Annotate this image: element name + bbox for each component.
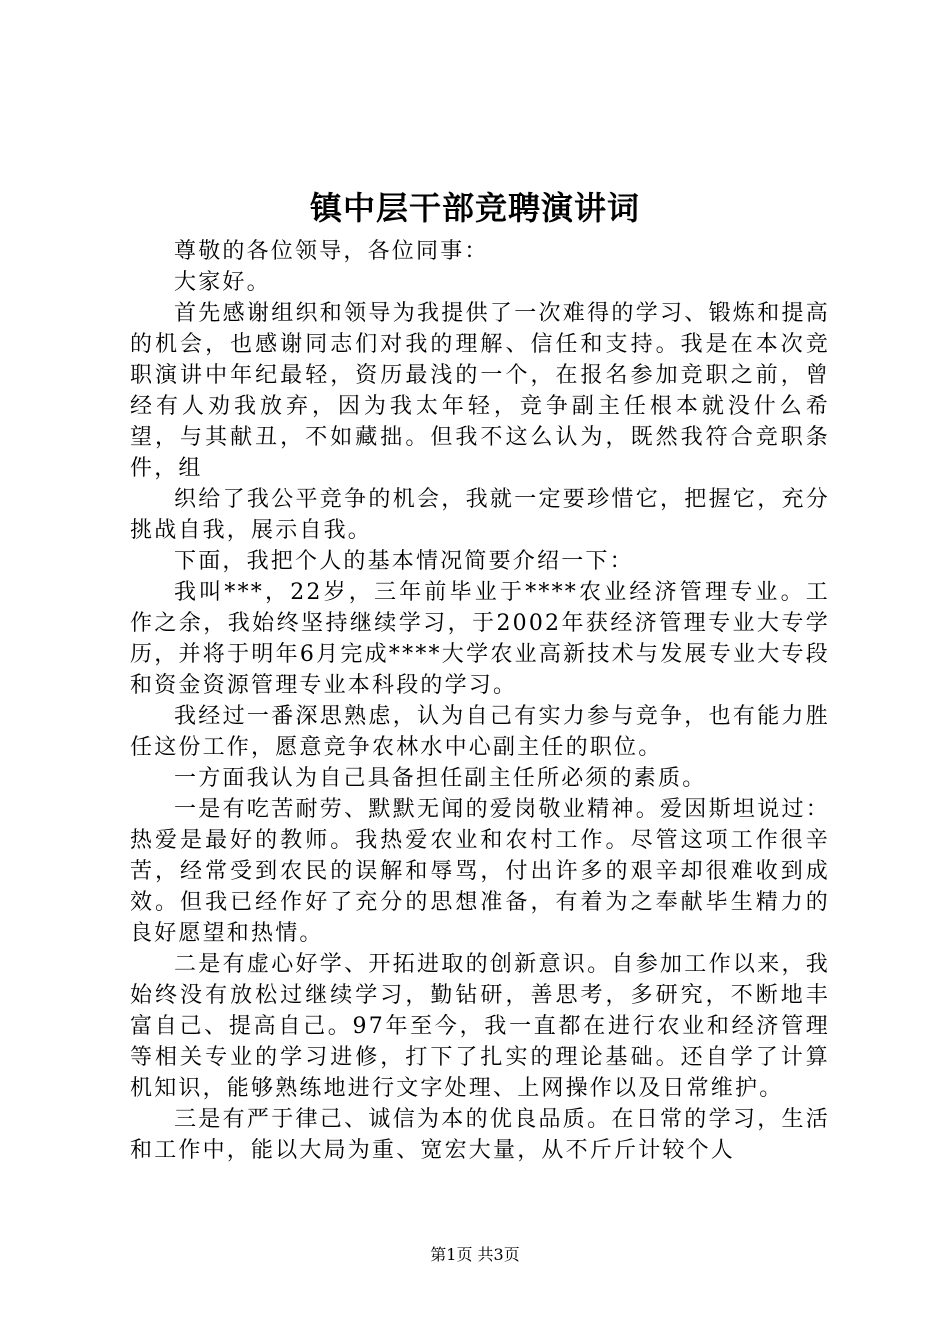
paragraph-opportunity: 织给了我公平竞争的机会，我就一定要珍惜它，把握它，充分挑战自我，展示自我。 xyxy=(130,487,830,543)
document-body xyxy=(130,236,830,1166)
paragraph-thanks: 首先感谢组织和领导为我提供了一次难得的学习、锻炼和提高的机会，也感谢同志们对我的理解、信任和支持。我是在本次竞职演讲中年纪最轻，资历最浅的一个，在报名参加竞职之前，曾经有人劝我放弃，因为我太年轻，竞争副主任根本就没什么希望，与其献丑，不如藏拙。但我不这么认为，既然我符合竞职条件，组 xyxy=(130,301,830,481)
paragraph-quality-three: 三是有严于律己、诚信为本的优良品质。在日常的学习，生活和工作中，能以大局为重、宽宏大量，从不斤斤计较个人 xyxy=(130,1107,830,1163)
paragraph-intro: 下面，我把个人的基本情况简要介绍一下： xyxy=(174,549,634,574)
paragraph-quality-one: 一是有吃苦耐劳、默默无闻的爱岗敬业精神。爱因斯坦说过：热爱是最好的教师。我热爱农业和农村工作。尽管这项工作很辛苦，经常受到农民的误解和辱骂，付出许多的艰辛却很难收到成效。但我已经作好了充分的思想准备，有着为之奉献毕生精力的良好愿望和热情。 xyxy=(130,797,830,946)
paragraph-quality-two: 二是有虚心好学、开拓进取的创新意识。自参加工作以来，我始终没有放松过继续学习，勤钻研，善思考，多研究，不断地丰富自己、提高自己。97年至今，我一直都在进行农业和经济管理等相关专业的学习进修，打下了扎实的理论基础。还自学了计算机知识，能够熟练地进行文字处理、上网操作以及日常维护。 xyxy=(130,952,830,1101)
paragraph-qualities-intro: 一方面我认为自己具备担任副主任所必须的素质。 xyxy=(174,766,707,791)
page-footer: 第1页 共3页 xyxy=(430,1245,520,1264)
paragraph-background: 我叫***，22岁，三年前毕业于****农业经济管理专业。工作之余，我始终坚持继续学习，于2002年获经济管理专业大专学历，并将于明年6月完成****大学农业高新技术与发展专业大专段和资金资源管理专业本科段的学习。 xyxy=(130,580,830,698)
paragraph-decision: 我经过一番深思熟虑，认为自己有实力参与竞争，也有能力胜任这份工作，愿意竞争农林水中心副主任的职位。 xyxy=(130,704,830,760)
paragraph-salutation: 尊敬的各位领导，各位同事： xyxy=(174,239,489,264)
document-title: 镇中层干部竞聘演讲词 xyxy=(309,189,640,227)
paragraph-greeting: 大家好。 xyxy=(174,270,271,295)
